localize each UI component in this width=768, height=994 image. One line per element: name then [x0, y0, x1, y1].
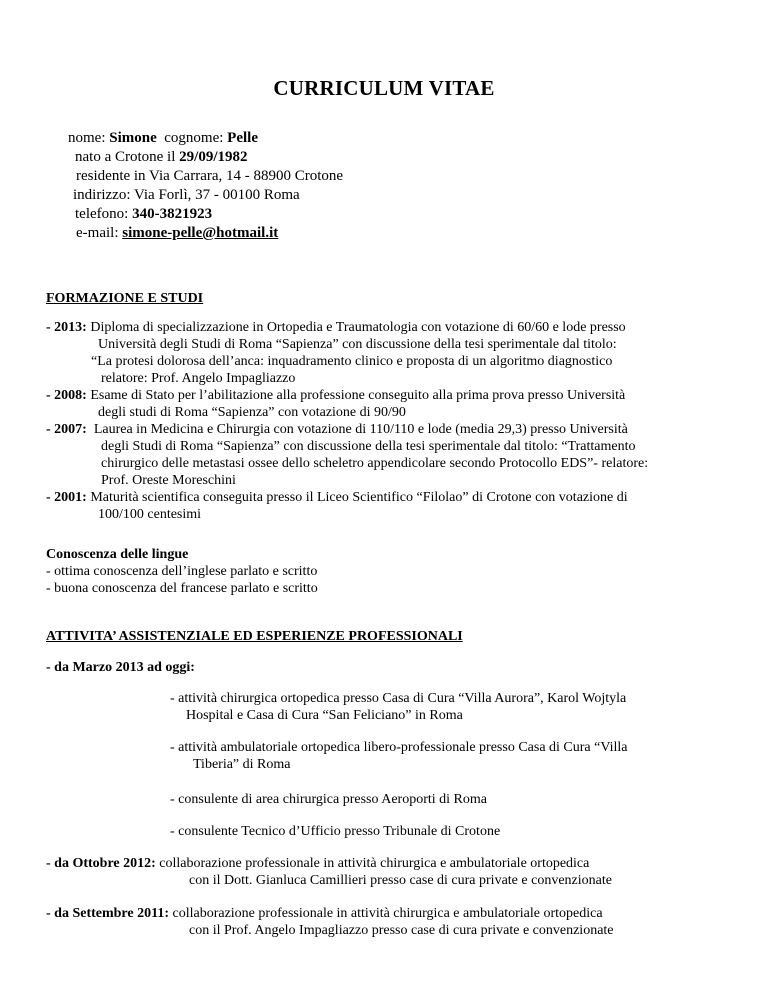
year-label: - 2001: — [46, 490, 87, 505]
period-text: con il Prof. Angelo Impagliazzo presso case di cura private e convenzionate — [189, 923, 614, 938]
period-label: - da Settembre 2011: — [46, 906, 169, 921]
nome-label: nome: — [68, 130, 106, 146]
activity-text: - consulente Tecnico d’Ufficio presso Tribunale di Crotone — [170, 824, 501, 839]
activity-text: - attività ambulatoriale ortopedica libero-professionale presso Casa di Cura “Villa — [170, 740, 628, 755]
entry-text: Laurea in Medicina e Chirurgia con votazione di 110/110 e lode (media 29,3) presso Università — [93, 422, 628, 437]
year-label: - 2008: — [46, 388, 87, 403]
section-heading-lingue: Conoscenza delle lingue — [46, 547, 189, 562]
year-label: - 2007: — [46, 422, 87, 437]
entry-text: degli Studi di Roma “Sapienza” con discussione della tesi sperimentale dal titolo: “Trattamento — [101, 439, 636, 454]
section-heading-attivita: ATTIVITA’ ASSISTENZIALE ED ESPERIENZE PROFESSIONALI — [46, 629, 463, 644]
year-label: - 2013: — [46, 320, 87, 335]
activity-text: Hospital e Casa di Cura “San Feliciano” in Roma — [186, 708, 463, 723]
entry-text: Prof. Oreste Moreschini — [101, 473, 236, 488]
phone-label: telefono: — [75, 206, 129, 222]
period-label: - da Marzo 2013 ad oggi: — [46, 660, 195, 675]
phone-number: 340-3821923 — [132, 206, 213, 222]
section-heading-formazione: FORMAZIONE E STUDI — [46, 291, 204, 306]
page-title: CURRICULUM VITAE — [273, 76, 495, 100]
entry-text: Diploma di specializzazione in Ortopedia e Traumatologia con votazione di 60/60 e lode presso — [90, 320, 626, 335]
email-line — [76, 225, 278, 242]
cognome-label: cognome: — [164, 130, 224, 146]
phone-line — [75, 206, 212, 223]
birth-date: 29/09/1982 — [179, 149, 248, 165]
activity-text: - consulente di area chirurgica presso Aeroporti di Roma — [170, 792, 487, 807]
entry-text: Esame di Stato per l’abilitazione alla professione conseguito alla prima prova presso Università — [90, 388, 626, 403]
period-label: - da Ottobre 2012: — [46, 856, 156, 871]
entry-text: chirurgico delle metastasi ossee dello scheletro appendicolare secondo Protocollo EDS”- relatore: — [101, 456, 649, 471]
period-text: collaborazione professionale in attività chirurgica e ambulatoriale ortopedica — [159, 856, 590, 871]
birth-line — [75, 149, 248, 166]
activity-text: Tiberia” di Roma — [193, 757, 291, 772]
period-text: con il Dott. Gianluca Camillieri presso case di cura private e convenzionate — [189, 873, 612, 888]
entry-text: Università degli Studi di Roma “Sapienza” con discussione della tesi sperimentale dal titolo: — [98, 337, 617, 352]
language-item: - buona conoscenza del francese parlato e scritto — [46, 581, 318, 596]
entry-text: relatore: Prof. Angelo Impagliazzo — [101, 371, 296, 386]
birth-label: nato a Crotone il — [75, 149, 176, 165]
entry-text: degli studi di Roma “Sapienza” con votazione di 90/90 — [98, 405, 406, 420]
first-name: Simone — [109, 130, 157, 146]
entry-text: Maturità scientifica conseguita presso il Liceo Scientifico “Filolao” di Crotone con votazione di — [90, 490, 628, 505]
entry-text: 100/100 centesimi — [98, 507, 202, 522]
activity-text: - attività chirurgica ortopedica presso Casa di Cura “Villa Aurora”, Karol Wojtyla — [170, 691, 627, 706]
last-name: Pelle — [227, 130, 258, 146]
address-line: indirizzo: Via Forlì, 37 - 00100 Roma — [73, 187, 300, 203]
email-link[interactable]: simone-pelle@hotmail.it — [122, 225, 279, 241]
email-label: e-mail: — [76, 225, 119, 241]
language-item: - ottima conoscenza dell’inglese parlato e scritto — [46, 564, 318, 579]
entry-text: “La protesi dolorosa dell’anca: inquadramento clinico e proposta di un algoritmo diagnostico — [91, 354, 613, 369]
residence-line: residente in Via Carrara, 14 - 88900 Crotone — [76, 168, 344, 184]
period-text: collaborazione professionale in attività chirurgica e ambulatoriale ortopedica — [172, 906, 603, 921]
name-line — [68, 130, 258, 147]
